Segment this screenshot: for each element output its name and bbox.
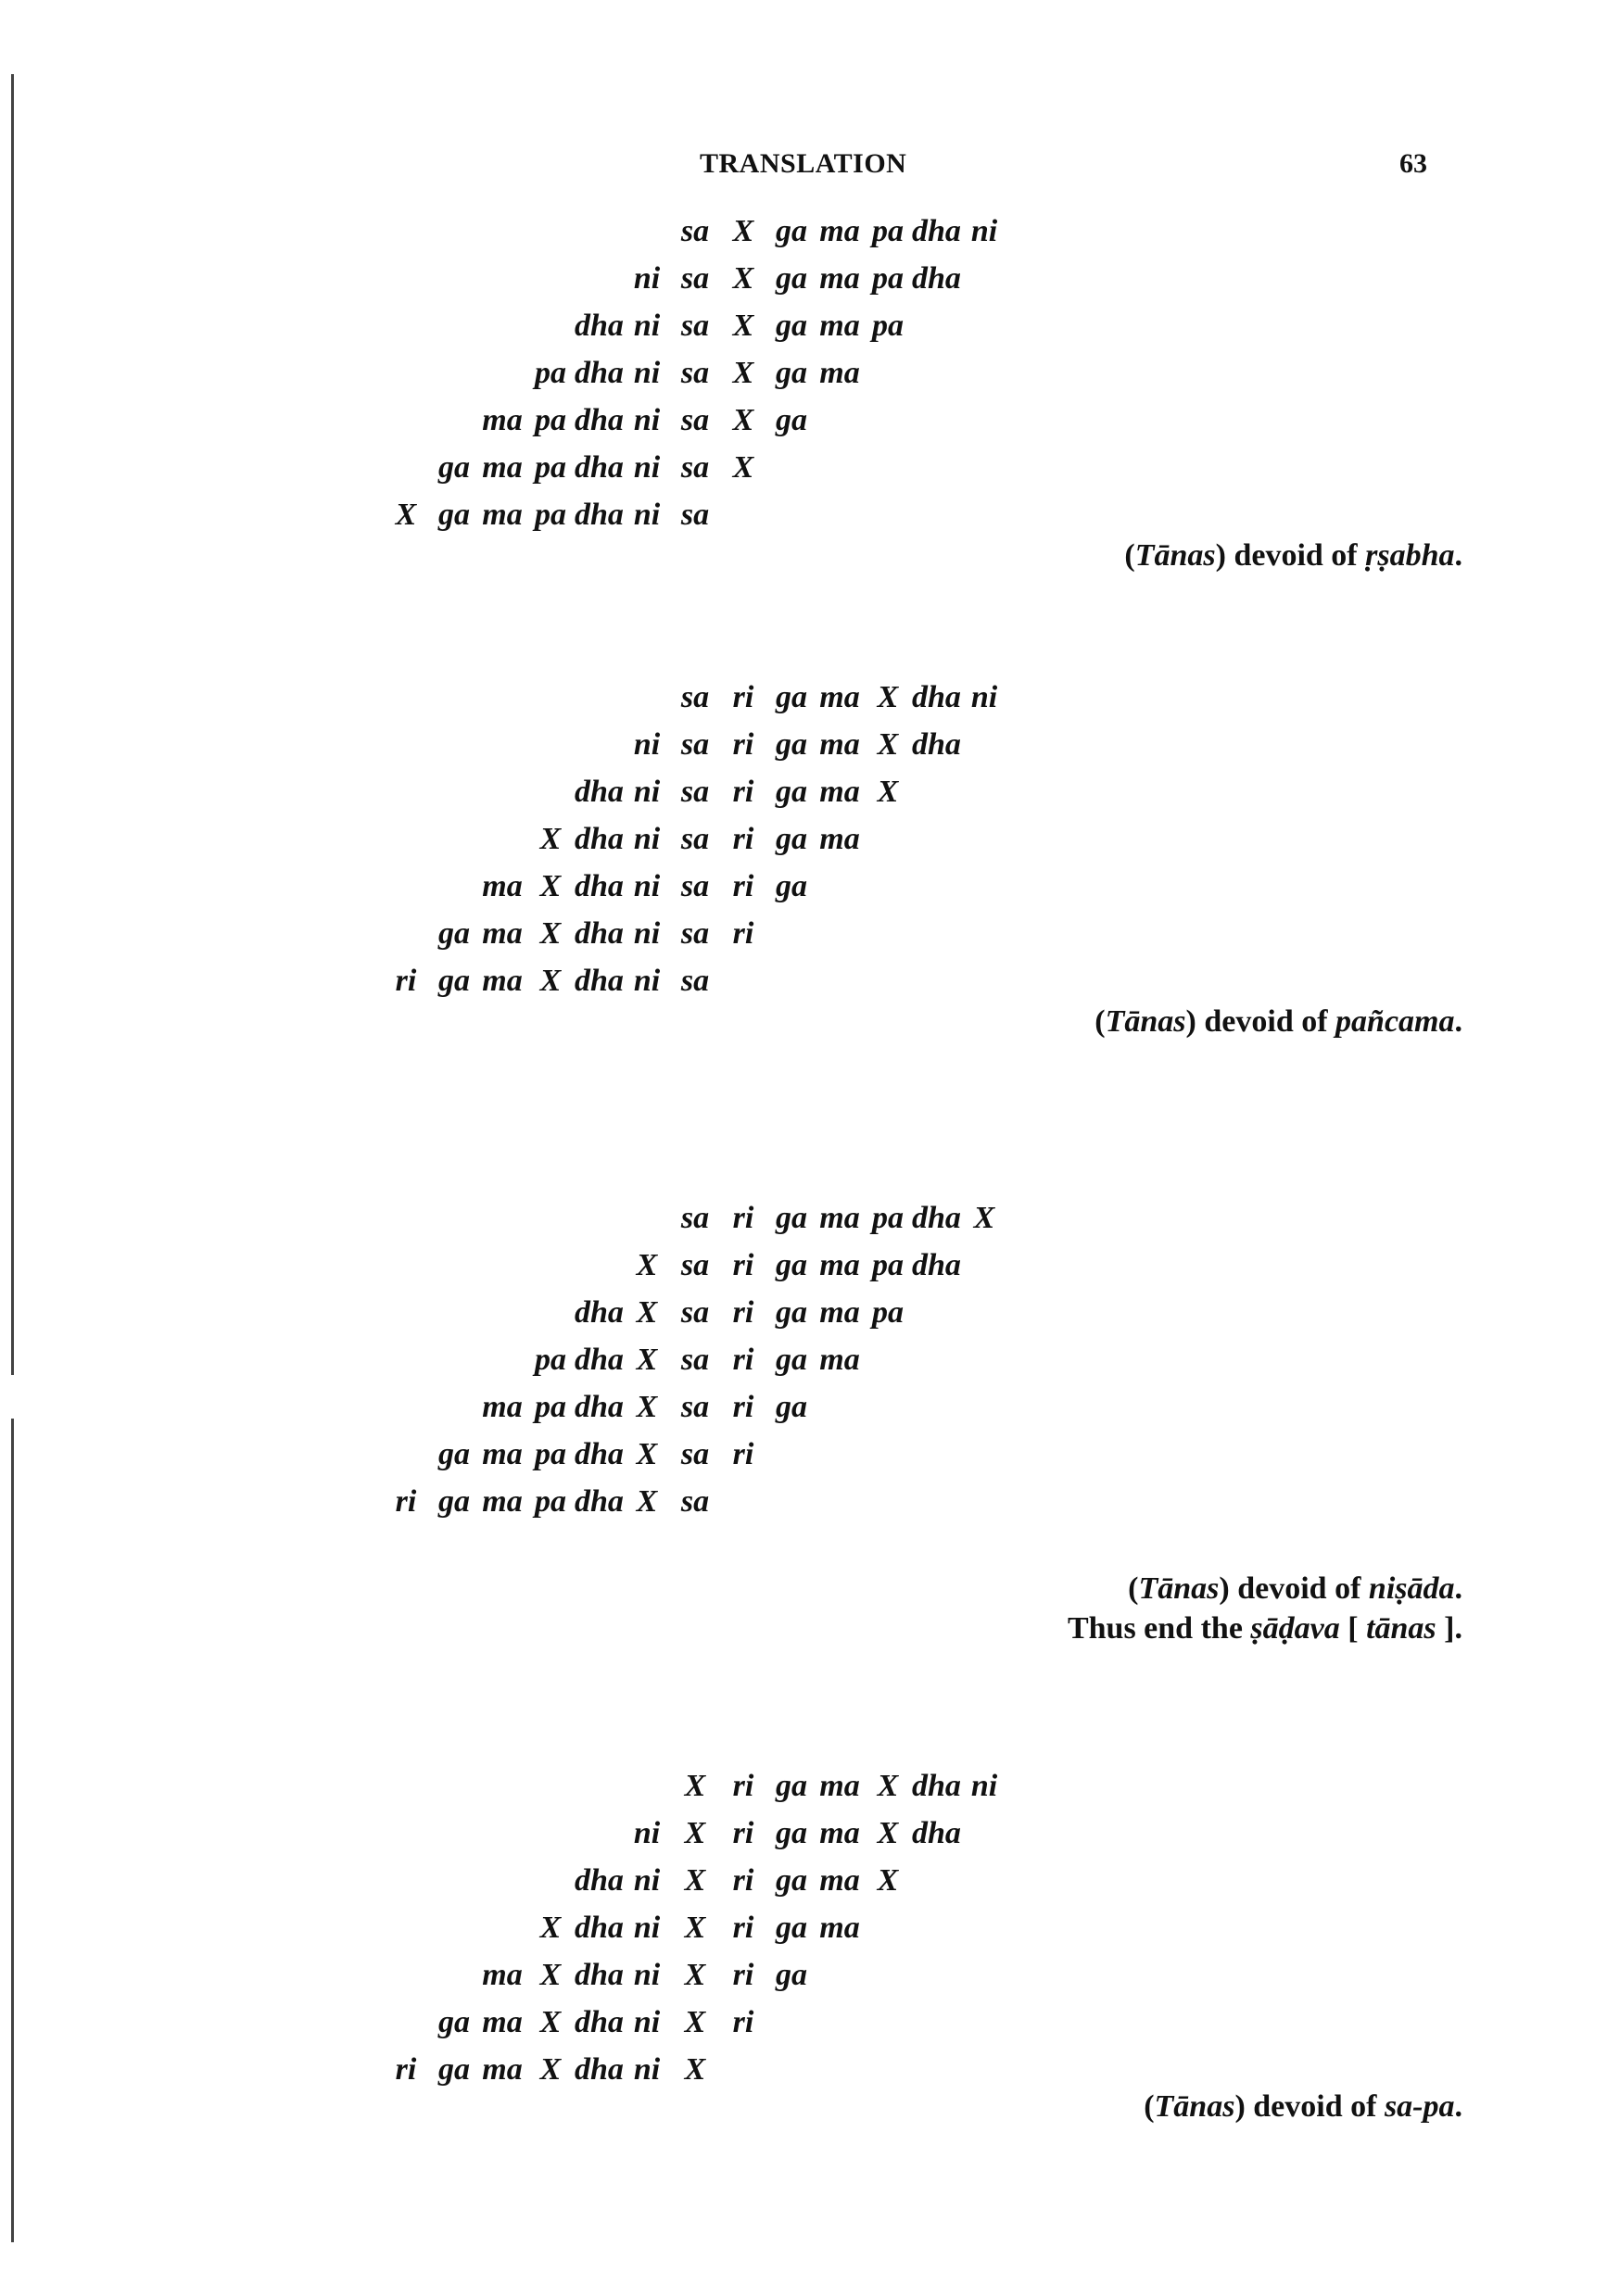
- svara-syllable: sa: [680, 498, 710, 532]
- svara-syllable: ga: [776, 775, 807, 809]
- svara-syllable: ma: [819, 261, 860, 296]
- svara-syllable: pa: [872, 309, 904, 343]
- svara-syllable: ri: [732, 1343, 754, 1377]
- running-head: TRANSLATION: [700, 148, 907, 179]
- svara-syllable: ni: [633, 1911, 661, 1945]
- omitted-note-mark: X: [684, 1816, 706, 1850]
- scan-margin-line: [11, 74, 14, 2242]
- svara-syllable: ga: [776, 1769, 807, 1803]
- svara-syllable: ga: [776, 822, 807, 856]
- svara-syllable: ni: [633, 356, 661, 390]
- svara-syllable: ri: [732, 1295, 754, 1330]
- caption-end-sadava: Thus end the ṣāḍava [ tānas ].: [1067, 1611, 1462, 1646]
- svara-syllable: ma: [482, 498, 523, 532]
- svara-syllable: ri: [732, 1390, 754, 1424]
- svara-syllable: ga: [776, 309, 807, 343]
- caption-nisada: (Tānas) devoid of niṣāda.: [1128, 1571, 1462, 1606]
- svara-syllable: ri: [732, 1201, 754, 1235]
- svara-syllable: ri: [732, 727, 754, 762]
- omitted-note-mark: X: [539, 1911, 562, 1945]
- omitted-note-mark: X: [973, 1201, 995, 1235]
- svara-syllable: ma: [482, 1484, 523, 1519]
- svara-syllable: ni: [633, 964, 661, 998]
- svara-syllable: dha: [575, 1863, 624, 1898]
- caption-rsabha: (Tānas) devoid of ṛṣabha.: [1124, 538, 1462, 573]
- svara-syllable: dha: [912, 261, 961, 296]
- svara-syllable: ri: [395, 2052, 417, 2087]
- omitted-note-mark: X: [636, 1248, 658, 1282]
- omitted-note-mark: X: [732, 403, 754, 437]
- svara-syllable: ga: [776, 1911, 807, 1945]
- omitted-note-mark: X: [636, 1437, 658, 1471]
- svara-syllable: sa: [680, 1201, 710, 1235]
- svara-syllable: ma: [482, 964, 523, 998]
- svara-syllable: ni: [633, 822, 661, 856]
- svara-syllable: ri: [395, 1484, 417, 1519]
- svara-syllable: ni: [633, 2052, 661, 2087]
- omitted-note-mark: X: [732, 261, 754, 296]
- svara-syllable: ma: [482, 2052, 523, 2087]
- svara-syllable: ga: [438, 1437, 470, 1471]
- svara-syllable: sa: [680, 775, 710, 809]
- svara-syllable: sa: [680, 869, 710, 903]
- svara-syllable: sa: [680, 261, 710, 296]
- caption-italic-tail: sa-pa: [1384, 2089, 1455, 2124]
- svara-syllable: dha: [575, 822, 624, 856]
- svara-syllable: ga: [438, 2052, 470, 2087]
- svara-syllable: ga: [776, 727, 807, 762]
- svara-syllable: ni: [633, 1958, 661, 1992]
- page-number: 63: [1399, 148, 1427, 179]
- svara-syllable: ga: [776, 1390, 807, 1424]
- svara-syllable: ma: [819, 214, 860, 248]
- caption-pancama: (Tānas) devoid of pañcama.: [1095, 1004, 1462, 1039]
- svara-syllable: dha: [575, 309, 624, 343]
- svara-syllable: ma: [819, 1343, 860, 1377]
- svara-syllable: ri: [732, 1911, 754, 1945]
- svara-syllable: ga: [776, 356, 807, 390]
- omitted-note-mark: X: [684, 1769, 706, 1803]
- omitted-note-mark: X: [732, 450, 754, 485]
- svara-syllable: ma: [819, 309, 860, 343]
- omitted-note-mark: X: [732, 356, 754, 390]
- omitted-note-mark: X: [684, 2052, 706, 2087]
- svara-syllable: pa: [535, 1484, 566, 1519]
- svara-syllable: ni: [970, 1769, 998, 1803]
- omitted-note-mark: X: [684, 1958, 706, 1992]
- svara-syllable: ga: [438, 2005, 470, 2039]
- svara-syllable: ma: [819, 775, 860, 809]
- svara-syllable: ma: [819, 1295, 860, 1330]
- svara-syllable: ma: [482, 403, 523, 437]
- svara-syllable: ri: [732, 1816, 754, 1850]
- svara-syllable: ni: [633, 727, 661, 762]
- svara-syllable: ga: [776, 214, 807, 248]
- svara-syllable: ni: [633, 1816, 661, 1850]
- omitted-note-mark: X: [684, 2005, 706, 2039]
- svara-syllable: ri: [732, 1863, 754, 1898]
- svara-syllable: pa: [872, 261, 904, 296]
- svara-syllable: ma: [482, 916, 523, 951]
- svara-syllable: sa: [680, 356, 710, 390]
- svara-syllable: dha: [912, 214, 961, 248]
- svara-syllable: dha: [575, 775, 624, 809]
- svara-syllable: dha: [575, 403, 624, 437]
- omitted-note-mark: X: [539, 822, 562, 856]
- caption-italic-tail: pañcama: [1335, 1004, 1455, 1039]
- svara-syllable: ma: [482, 1390, 523, 1424]
- svara-syllable: pa: [535, 1437, 566, 1471]
- svara-syllable: ri: [732, 1958, 754, 1992]
- svara-syllable: ma: [819, 1201, 860, 1235]
- svara-syllable: dha: [912, 1248, 961, 1282]
- svara-syllable: sa: [680, 1248, 710, 1282]
- svara-syllable: ri: [732, 2005, 754, 2039]
- caption-italic-word: Tānas: [1154, 2089, 1235, 2124]
- svara-syllable: dha: [575, 916, 624, 951]
- omitted-note-mark: X: [877, 727, 899, 762]
- svara-syllable: dha: [912, 1816, 961, 1850]
- svara-syllable: sa: [680, 1343, 710, 1377]
- svara-syllable: dha: [575, 1911, 624, 1945]
- omitted-note-mark: X: [636, 1390, 658, 1424]
- svara-syllable: ri: [732, 1769, 754, 1803]
- svara-syllable: ma: [819, 1769, 860, 1803]
- svara-syllable: ga: [776, 1958, 807, 1992]
- svara-syllable: dha: [575, 498, 624, 532]
- svara-syllable: ni: [633, 498, 661, 532]
- svara-syllable: dha: [575, 2052, 624, 2087]
- svara-syllable: ga: [776, 403, 807, 437]
- svara-syllable: ni: [633, 1863, 661, 1898]
- svara-syllable: pa: [872, 1201, 904, 1235]
- omitted-note-mark: X: [877, 1863, 899, 1898]
- svara-syllable: ga: [776, 1343, 807, 1377]
- svara-syllable: dha: [912, 680, 961, 714]
- svara-syllable: sa: [680, 309, 710, 343]
- svara-syllable: ri: [732, 680, 754, 714]
- svara-syllable: ri: [732, 822, 754, 856]
- svara-syllable: ga: [776, 1201, 807, 1235]
- svara-syllable: ma: [819, 1816, 860, 1850]
- svara-syllable: ri: [732, 869, 754, 903]
- omitted-note-mark: X: [636, 1343, 658, 1377]
- svara-syllable: ri: [732, 1248, 754, 1282]
- svara-syllable: ga: [776, 869, 807, 903]
- svara-syllable: dha: [575, 964, 624, 998]
- svara-syllable: pa: [872, 214, 904, 248]
- svara-syllable: ga: [438, 450, 470, 485]
- svara-syllable: ni: [633, 869, 661, 903]
- caption-sa-pa: (Tānas) devoid of sa-pa.: [1144, 2089, 1462, 2124]
- svara-syllable: sa: [680, 1295, 710, 1330]
- omitted-note-mark: X: [539, 1958, 562, 1992]
- svara-syllable: ma: [819, 1863, 860, 1898]
- omitted-note-mark: X: [539, 2005, 562, 2039]
- omitted-note-mark: X: [539, 2052, 562, 2087]
- svara-syllable: dha: [575, 1343, 624, 1377]
- svara-syllable: sa: [680, 1390, 710, 1424]
- svara-syllable: sa: [680, 727, 710, 762]
- svara-syllable: ga: [438, 498, 470, 532]
- svara-syllable: sa: [680, 450, 710, 485]
- svara-syllable: dha: [575, 869, 624, 903]
- svara-syllable: dha: [575, 1484, 624, 1519]
- svara-syllable: ma: [819, 680, 860, 714]
- svara-syllable: ma: [482, 1958, 523, 1992]
- svara-syllable: ga: [776, 1295, 807, 1330]
- caption-italic-tail: tānas: [1366, 1611, 1436, 1646]
- svara-syllable: sa: [680, 964, 710, 998]
- svara-syllable: dha: [912, 727, 961, 762]
- omitted-note-mark: X: [684, 1863, 706, 1898]
- svara-syllable: ma: [819, 356, 860, 390]
- svara-syllable: pa: [535, 450, 566, 485]
- svara-syllable: pa: [535, 403, 566, 437]
- omitted-note-mark: X: [395, 498, 417, 532]
- omitted-note-mark: X: [636, 1484, 658, 1519]
- svara-syllable: dha: [575, 356, 624, 390]
- omitted-note-mark: X: [732, 214, 754, 248]
- svara-syllable: ni: [633, 450, 661, 485]
- svara-syllable: ga: [776, 261, 807, 296]
- svara-syllable: ma: [482, 869, 523, 903]
- svara-syllable: pa: [535, 356, 566, 390]
- omitted-note-mark: X: [636, 1295, 658, 1330]
- svara-syllable: ma: [819, 1248, 860, 1282]
- svara-syllable: ga: [438, 964, 470, 998]
- svara-syllable: ma: [482, 450, 523, 485]
- svara-syllable: ma: [819, 822, 860, 856]
- svara-syllable: ri: [395, 964, 417, 998]
- caption-italic-tail: ṛṣabha: [1365, 538, 1455, 573]
- omitted-note-mark: X: [684, 1911, 706, 1945]
- svara-syllable: ma: [819, 727, 860, 762]
- svara-syllable: ga: [438, 1484, 470, 1519]
- svara-syllable: dha: [575, 1295, 624, 1330]
- omitted-note-mark: X: [877, 1769, 899, 1803]
- svara-syllable: ga: [438, 916, 470, 951]
- svara-syllable: ni: [970, 680, 998, 714]
- svara-syllable: ga: [776, 1863, 807, 1898]
- svara-syllable: ga: [776, 680, 807, 714]
- svara-syllable: ri: [732, 775, 754, 809]
- svara-syllable: dha: [575, 2005, 624, 2039]
- svara-syllable: ni: [633, 261, 661, 296]
- svara-syllable: ri: [732, 1437, 754, 1471]
- svara-syllable: sa: [680, 403, 710, 437]
- svara-syllable: ri: [732, 916, 754, 951]
- caption-italic-word: Tānas: [1138, 1571, 1220, 1606]
- caption-italic-word: Tānas: [1134, 538, 1216, 573]
- svara-syllable: pa: [535, 1390, 566, 1424]
- omitted-note-mark: X: [877, 775, 899, 809]
- svara-syllable: dha: [575, 1437, 624, 1471]
- omitted-note-mark: X: [539, 869, 562, 903]
- svara-syllable: dha: [912, 1769, 961, 1803]
- omitted-note-mark: X: [732, 309, 754, 343]
- caption-italic-word: ṣāḍava: [1250, 1611, 1340, 1646]
- svara-syllable: dha: [575, 450, 624, 485]
- caption-italic-tail: niṣāda: [1368, 1571, 1455, 1606]
- svara-syllable: ni: [633, 309, 661, 343]
- svara-syllable: pa: [872, 1248, 904, 1282]
- svara-syllable: dha: [912, 1201, 961, 1235]
- svara-syllable: ni: [633, 775, 661, 809]
- svara-syllable: ga: [776, 1248, 807, 1282]
- svara-syllable: ni: [633, 2005, 661, 2039]
- svara-syllable: ga: [776, 1816, 807, 1850]
- svara-syllable: sa: [680, 1437, 710, 1471]
- svara-syllable: ma: [819, 1911, 860, 1945]
- svara-syllable: pa: [872, 1295, 904, 1330]
- svara-syllable: ni: [633, 403, 661, 437]
- caption-italic-word: Tānas: [1105, 1004, 1186, 1039]
- svara-syllable: dha: [575, 1958, 624, 1992]
- svara-syllable: ma: [482, 1437, 523, 1471]
- svara-syllable: sa: [680, 680, 710, 714]
- svara-syllable: pa: [535, 498, 566, 532]
- svara-syllable: pa: [535, 1343, 566, 1377]
- omitted-note-mark: X: [877, 1816, 899, 1850]
- svara-syllable: sa: [680, 916, 710, 951]
- svara-syllable: sa: [680, 214, 710, 248]
- omitted-note-mark: X: [877, 680, 899, 714]
- svara-syllable: ma: [482, 2005, 523, 2039]
- svara-syllable: ni: [633, 916, 661, 951]
- svara-syllable: sa: [680, 1484, 710, 1519]
- omitted-note-mark: X: [539, 916, 562, 951]
- svara-syllable: dha: [575, 1390, 624, 1424]
- svara-syllable: ni: [970, 214, 998, 248]
- svara-syllable: sa: [680, 822, 710, 856]
- omitted-note-mark: X: [539, 964, 562, 998]
